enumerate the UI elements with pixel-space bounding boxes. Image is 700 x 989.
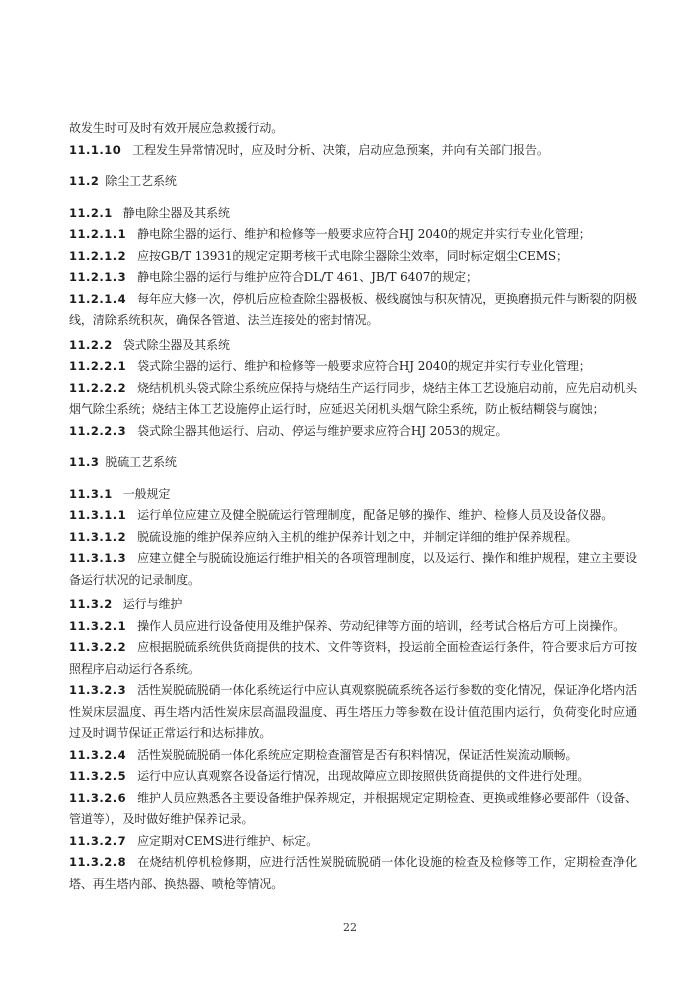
clause-text: 应定期对CEMS进行维护、标定。 <box>137 833 318 848</box>
clause-number: 11.2.1.2 <box>69 248 127 263</box>
clause-number: 11.3.1.3 <box>69 551 127 565</box>
clause-11-2-2-2 <box>69 378 637 421</box>
heading-number: 11.3 <box>69 455 100 469</box>
document-body <box>69 118 637 895</box>
section-heading-11-2 <box>69 171 637 193</box>
clause-text: 运行单位应建立及健全脱硫运行管理制度，配备足够的操作、维护、检修人员及设备仪器。 <box>137 508 614 522</box>
clause-number: 11.2.2.1 <box>69 359 127 373</box>
clause-text: 每年应大修一次，停机后应检查除尘器极板、极线腐蚀与积灰情况，更换磨损元件与断裂的阴极线，清除系统积灰，确保各管道、法兰连接处的密封情况。 <box>69 291 637 327</box>
subsection-heading-11-2-2 <box>69 335 637 357</box>
section-heading-11-3 <box>69 452 637 474</box>
paragraph-continuation <box>69 118 637 140</box>
clause-number: 11.3.1.2 <box>69 529 127 544</box>
clause-number: 11.3.2.3 <box>69 683 127 697</box>
clause-text: 脱硫设施的维护保养应纳入主机的维护保养计划之中，并制定详细的维护保养规程。 <box>137 529 578 544</box>
heading-number: 11.2.2 <box>69 337 113 352</box>
clause-text: 在烧结机停机检修期，应进行活性炭脱硫脱硝一体化设施的检查及检修等工作，定期检查净化塔、再生塔内部、换热器、喷枪等情况。 <box>69 855 637 891</box>
clause-11-3-2-8 <box>69 852 637 895</box>
heading-text: 一般规定 <box>122 486 171 501</box>
clause-11-3-1-3 <box>69 548 637 591</box>
clause-text: 维护人员应熟悉各主要设备维护保养规定，并根据规定定期检查、更换或维修必要部件（设备、管道等），及时做好维护保养记录。 <box>69 790 637 826</box>
clause-number: 11.3.2.5 <box>69 769 127 783</box>
clause-11-3-2-7 <box>69 831 637 853</box>
clause-number: 11.3.2.7 <box>69 833 127 848</box>
clause-number: 11.1.10 <box>69 142 122 157</box>
page-number: 22 <box>343 921 357 934</box>
clause-11-2-2-1 <box>69 356 637 378</box>
clause-text: 应根据脱硫系统供货商提供的技术、文件等资料，投运前全面检查运行条件，符合要求后方可按照程序启动运行各系统。 <box>69 640 637 676</box>
clause-number: 11.3.2.1 <box>69 618 127 633</box>
heading-number: 11.3.1 <box>69 486 113 501</box>
clause-number: 11.2.1.3 <box>69 270 127 284</box>
heading-text: 除尘工艺系统 <box>105 174 177 188</box>
heading-text: 脱硫工艺系统 <box>105 455 177 469</box>
heading-number: 11.2 <box>69 174 100 188</box>
clause-11-3-2-1 <box>69 616 637 638</box>
clause-11-1-10 <box>69 140 637 162</box>
clause-number: 11.3.2.8 <box>69 855 127 869</box>
clause-number: 11.3.1.1 <box>69 508 127 522</box>
subsection-heading-11-3-2 <box>69 594 637 616</box>
clause-11-3-2-6 <box>69 788 637 831</box>
clause-11-2-1-3 <box>69 267 637 289</box>
clause-text: 操作人员应进行设备使用及维护保养、劳动纪律等方面的培训，经考试合格后方可上岗操作。 <box>137 618 626 633</box>
clause-text: 活性炭脱硫脱硝一体化系统应定期检查溜管是否有积料情况，保证活性炭流动顺畅。 <box>137 747 578 762</box>
clause-11-3-1-2 <box>69 527 637 549</box>
clause-11-3-2-3 <box>69 680 637 745</box>
heading-number: 11.2.1 <box>69 205 113 220</box>
clause-11-2-2-3 <box>69 421 637 443</box>
clause-text: 静电除尘器的运行、维护和检修等一般要求应符合HJ 2040的规定并实行专业化管理； <box>137 227 591 241</box>
clause-11-3-1-1 <box>69 505 637 527</box>
clause-text: 应按GB/T 13931的规定定期考核干式电除尘器除尘效率，同时标定烟尘CEMS； <box>137 248 568 263</box>
clause-11-2-1-4 <box>69 289 637 332</box>
clause-11-2-1-1 <box>69 224 637 246</box>
clause-text: 活性炭脱硫脱硝一体化系统运行中应认真观察脱硫系统各运行参数的变化情况，保证净化塔内活性炭床层温度、再生塔内活性炭床层高温段温度、再生塔压力等参数在设计值范围内运行，负荷变化时应通过及时调节保证正常运行和达标排放。 <box>69 683 637 740</box>
heading-text: 运行与维护 <box>122 597 183 611</box>
clause-number: 11.2.1.1 <box>69 227 127 241</box>
heading-number: 11.3.2 <box>69 597 113 611</box>
clause-number: 11.3.2.4 <box>69 747 127 762</box>
clause-number: 11.3.2.2 <box>69 640 127 654</box>
heading-text: 袋式除尘器及其系统 <box>122 337 230 352</box>
clause-text: 运行中应认真观察各设备运行情况，出现故障应立即按照供货商提供的文件进行处理。 <box>137 769 590 783</box>
clause-number: 11.3.2.6 <box>69 790 127 805</box>
clause-11-3-2-4 <box>69 745 637 767</box>
clause-text: 工程发生异常情况时，应及时分析、决策，启动应急预案，并向有关部门报告。 <box>132 142 549 157</box>
clause-number: 11.2.2.3 <box>69 423 127 438</box>
clause-number: 11.2.2.2 <box>69 380 127 395</box>
clause-11-3-2-5 <box>69 766 637 788</box>
clause-text: 袋式除尘器的运行、维护和检修等一般要求应符合HJ 2040的规定并实行专业化管理； <box>137 359 591 373</box>
subsection-heading-11-2-1 <box>69 203 637 225</box>
subsection-heading-11-3-1 <box>69 484 637 506</box>
heading-text: 静电除尘器及其系统 <box>122 205 230 220</box>
clause-11-3-2-2 <box>69 637 637 680</box>
clause-text: 烧结机机头袋式除尘系统应保持与烧结生产运行同步，烧结主体工艺设施启动前，应先启动机头烟气除尘系统；烧结主体工艺设施停止运行时，应延迟关闭机头烟气除尘系统，防止板结糊袋与腐蚀； <box>69 380 637 416</box>
clause-11-2-1-2 <box>69 246 637 268</box>
clause-number: 11.2.1.4 <box>69 291 127 306</box>
paragraph-text: 故发生时可及时有效开展应急救援行动。 <box>69 121 284 135</box>
clause-text: 静电除尘器的运行与维护应符合DL/T 461、JB/T 6407的规定； <box>137 270 478 284</box>
clause-text: 袋式除尘器其他运行、启动、停运与维护要求应符合HJ 2053的规定。 <box>137 423 508 438</box>
clause-text: 应建立健全与脱硫设施运行维护相关的各项管理制度，以及运行、操作和维护规程，建立主要设备运行状况的记录制度。 <box>69 551 637 587</box>
